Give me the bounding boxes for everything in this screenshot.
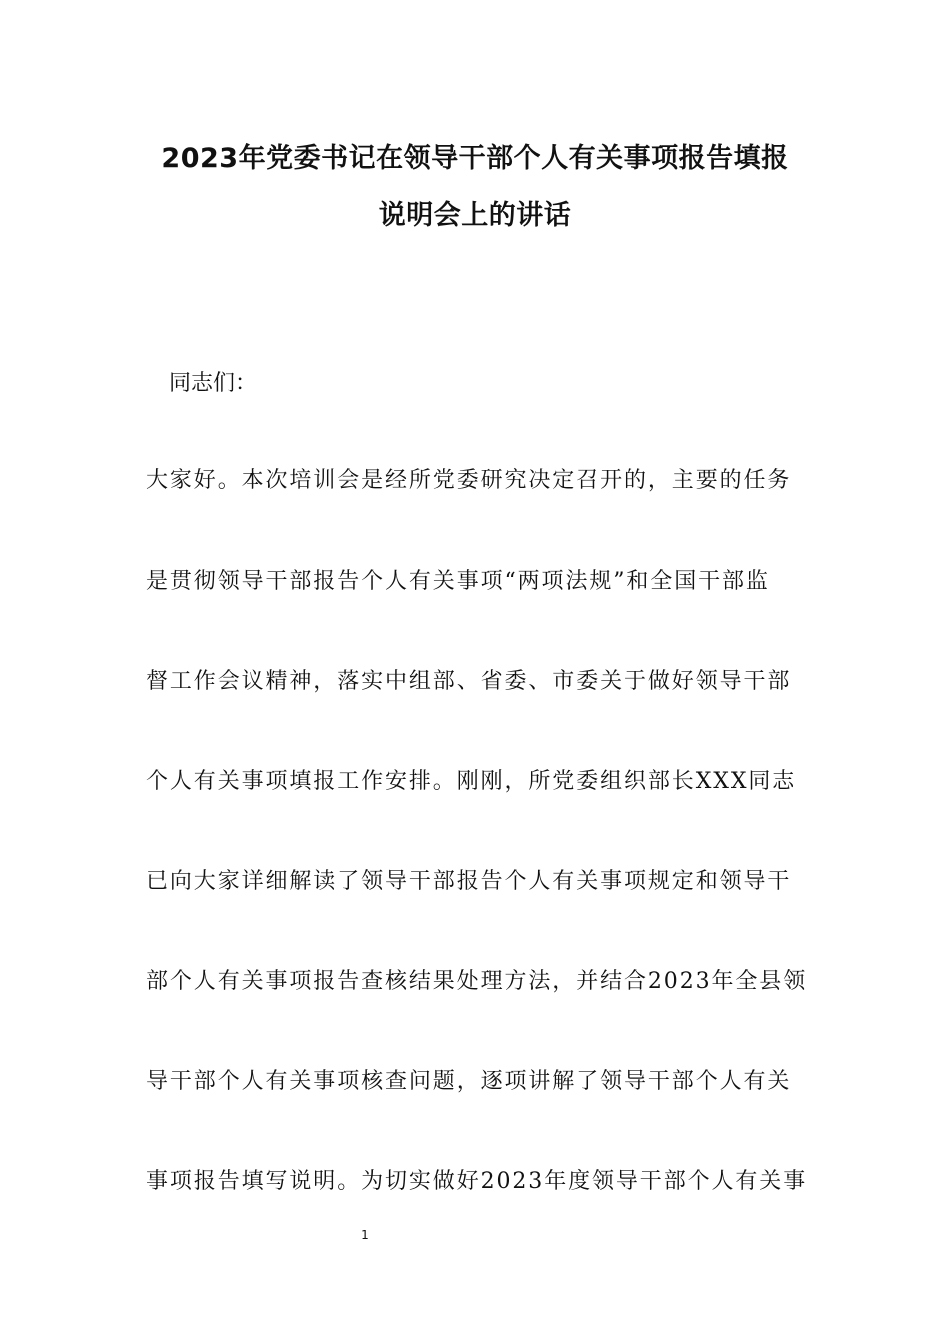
paragraph-line: 导干部个人有关事项核查问题，逐项讲解了领导干部个人有关 bbox=[146, 1069, 792, 1094]
paragraph-line: 已向大家详细解读了领导干部报告个人有关事项规定和领导干 bbox=[146, 869, 792, 894]
greeting: 同志们： bbox=[169, 371, 258, 396]
document-title-line-1: 2023年党委书记在领导干部个人有关事项报告填报 bbox=[161, 143, 789, 174]
paragraph-line: 督工作会议精神，落实中组部、省委、市委关于做好领导干部 bbox=[146, 669, 792, 694]
paragraph-line: 大家好。本次培训会是经所党委研究决定召开的，主要的任务 bbox=[146, 468, 792, 493]
paragraph-line: 部个人有关事项报告查核结果处理方法，并结合2023年全县领 bbox=[146, 969, 808, 994]
paragraph-line: 个人有关事项填报工作安排。刚刚，所党委组织部长XXX同志 bbox=[146, 769, 797, 794]
page-number: 1 bbox=[361, 1228, 369, 1242]
document-title-line-2: 说明会上的讲话 bbox=[378, 200, 572, 231]
paragraph-line: 是贯彻领导干部报告个人有关事项“两项法规”和全国干部监 bbox=[146, 569, 770, 594]
paragraph-line: 事项报告填写说明。为切实做好2023年度领导干部个人有关事 bbox=[146, 1169, 808, 1194]
